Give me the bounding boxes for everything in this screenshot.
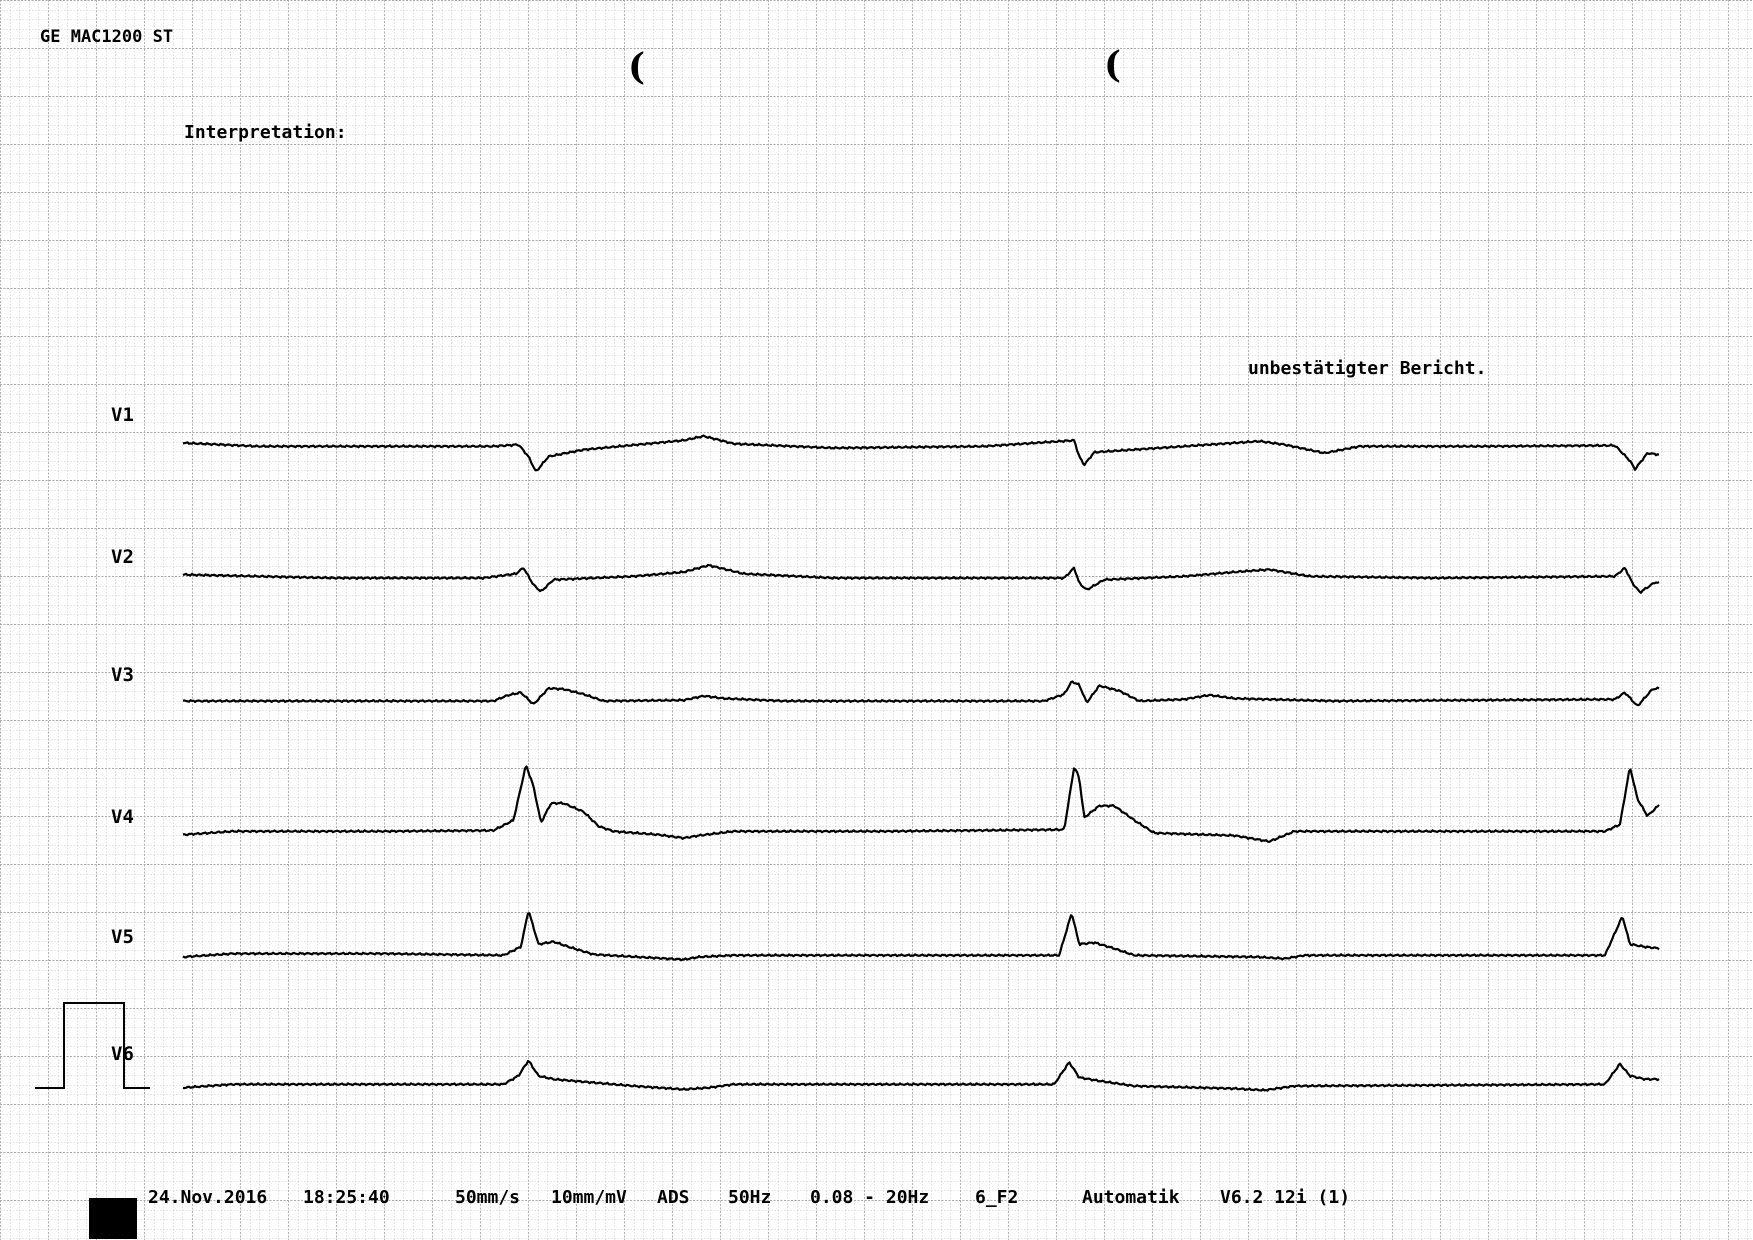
- footer-speed: 50mm/s: [455, 1187, 521, 1208]
- footer-block-marker: [89, 1198, 137, 1239]
- footer-date: 24.Nov.2016: [148, 1187, 268, 1208]
- footer-gain: 10mm/mV: [551, 1187, 627, 1208]
- footer-info: [148, 1187, 1351, 1240]
- ecg-trace-v3: [183, 682, 1659, 706]
- footer-mode: Automatik: [1082, 1187, 1180, 1208]
- ecg-trace-v1: [183, 436, 1659, 471]
- footer-bandwidth: 0.08 - 20Hz: [810, 1187, 930, 1208]
- footer-version: V6.2 12i (1): [1220, 1187, 1351, 1208]
- report-status-note: unbestätigter Bericht.: [1248, 358, 1487, 379]
- lead-label-v4: V4: [111, 806, 134, 828]
- device-label: GE MAC1200 ST: [40, 27, 174, 47]
- footer-ads: ADS: [657, 1187, 690, 1208]
- ecg-trace-v4: [183, 767, 1659, 842]
- footer-mains: 50Hz: [728, 1187, 772, 1208]
- hole-punch-mark-left: (: [628, 46, 646, 88]
- ecg-trace-v2: [183, 565, 1659, 593]
- footer-program: 6_F2: [975, 1187, 1019, 1208]
- lead-label-v2: V2: [111, 546, 134, 568]
- lead-label-v5: V5: [111, 926, 134, 948]
- footer-time: 18:25:40: [303, 1187, 390, 1208]
- ecg-trace-v5: [183, 913, 1659, 960]
- lead-label-v6: V6: [111, 1043, 134, 1065]
- lead-label-v1: V1: [111, 404, 134, 426]
- ecg-traces: [183, 436, 1659, 1091]
- interpretation-label: Interpretation:: [184, 122, 347, 143]
- ecg-trace-v6: [183, 1061, 1659, 1091]
- hole-punch-mark-right: (: [1104, 44, 1122, 86]
- lead-label-v3: V3: [111, 664, 134, 686]
